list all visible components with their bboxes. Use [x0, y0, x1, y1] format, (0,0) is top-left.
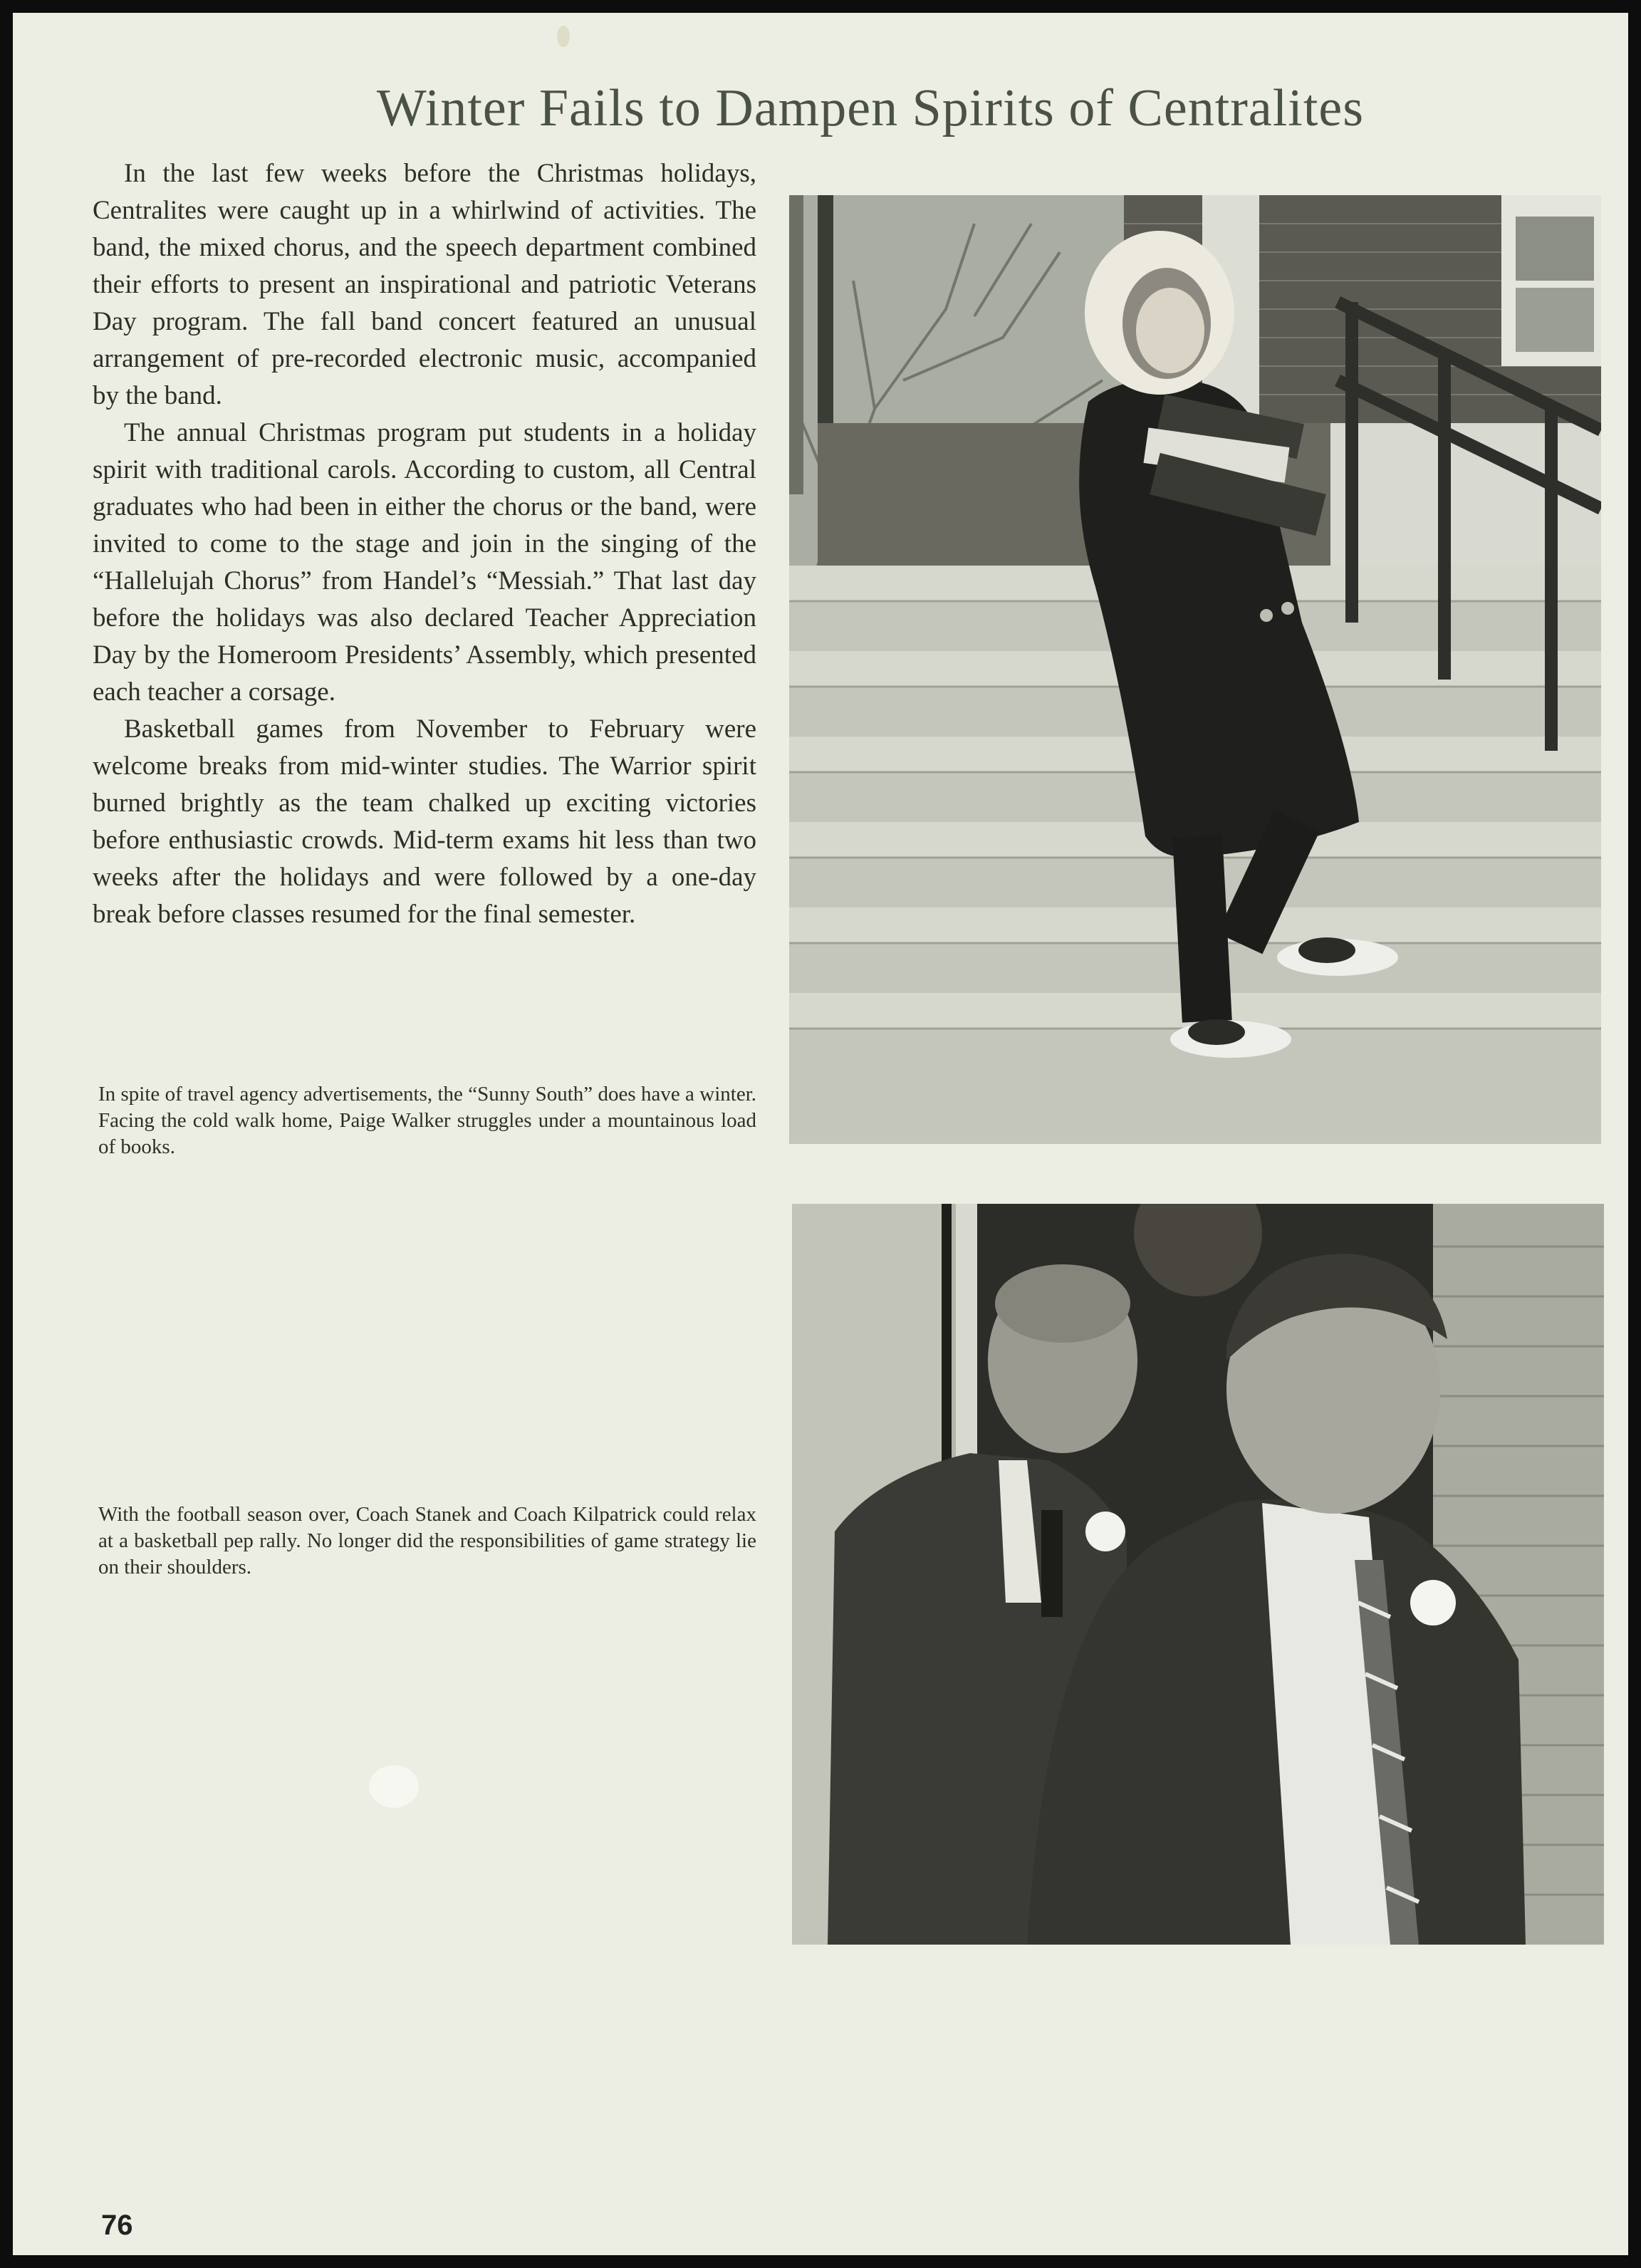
paragraph: In the last few weeks before the Christmas holidays, Centralites were caught up in a whirlwind of activities. The band, the mixed chorus, and the speech department combined their efforts to present an inspirational and patriotic Veterans Day program. The fall band concert featured an unusual arrangement of pre-recorded electronic music, accompanied by the band. — [93, 159, 756, 410]
photo-coaches-illustration — [792, 1204, 1604, 1945]
photo-coaches — [792, 1204, 1604, 1945]
paper-stain — [369, 1765, 419, 1808]
photo-caption: In spite of travel agency advertisements, the “Sunny South” does have a winter. Facing the cold walk home, Paige Walker struggles under a mountainous load of books. — [98, 1083, 756, 1158]
photo-caption: With the football season over, Coach Stanek and Coach Kilpatrick could relax at a basketball pep rally. No longer did the responsibilities of game strategy lie on their shoulders. — [98, 1503, 756, 1578]
page-number: 76 — [101, 2210, 133, 2241]
paper-stain — [557, 26, 570, 47]
paragraph: The annual Christmas program put students in a holiday spirit with traditional carols. According to custom, all Central graduates who had been in either the chorus or the band, were invited to come to the stage and join in the singing of the “Hallelujah Chorus” from Handel’s “Messiah.” That last day before the holidays was also declared Teacher Appreciation Day by the Homeroom Presidents’ Assembly, which presented each teacher a corsage. — [93, 418, 756, 707]
photo-girl-on-steps — [789, 195, 1601, 1144]
article-body — [93, 155, 756, 933]
page-title: Winter Fails to Dampen Spirits of Centralites — [376, 79, 1365, 137]
yearbook-page — [13, 13, 1628, 2255]
photo-girl-illustration — [789, 195, 1601, 1144]
paragraph: Basketball games from November to February were welcome breaks from mid-winter studies. The Warrior spirit burned brightly as the team chalked up exciting victories before enthusiastic crowds. Mid-term exams hit less than two weeks after the holidays and were followed by a one-day break before classes resumed for the final semester. — [93, 714, 756, 929]
